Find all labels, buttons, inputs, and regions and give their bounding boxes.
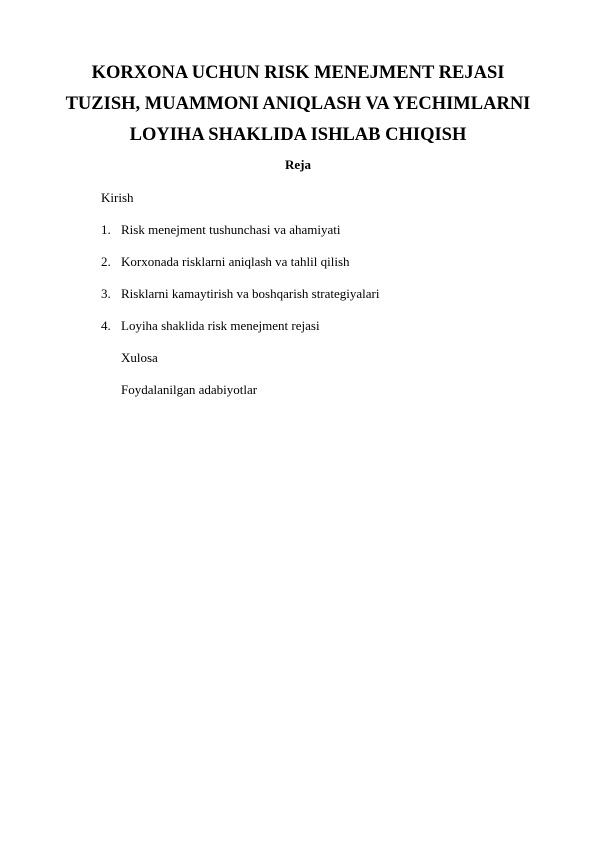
document-title bbox=[60, 58, 536, 151]
plan-heading: Reja bbox=[285, 157, 311, 172]
toc-item-text: Korxonada risklarni aniqlash va tahlil qilish bbox=[121, 254, 350, 269]
toc-conclusion: Xulosa bbox=[121, 350, 158, 365]
toc-references: Foydalanilgan adabiyotlar bbox=[121, 382, 258, 397]
toc-item bbox=[101, 286, 380, 302]
toc-item-number: 1. bbox=[101, 222, 111, 237]
toc-item-number: 3. bbox=[101, 286, 111, 301]
toc-item bbox=[101, 222, 341, 238]
toc-item-text: Risk menejment tushunchasi va ahamiyati bbox=[121, 222, 341, 237]
toc-item-number: 2. bbox=[101, 254, 111, 269]
title-line: LOYIHA SHAKLIDA ISHLAB CHIQISH bbox=[129, 125, 467, 145]
title-line: KORXONA UCHUN RISK MENEJMENT REJASI bbox=[91, 63, 505, 83]
title-line: TUZISH, MUAMMONI ANIQLASH VA YECHIMLARNI bbox=[65, 94, 531, 114]
toc-item-number: 4. bbox=[101, 318, 111, 333]
toc-intro: Kirish bbox=[101, 190, 134, 205]
toc-item-text: Loyiha shaklida risk menejment rejasi bbox=[121, 318, 320, 333]
toc-item bbox=[101, 318, 320, 334]
toc-item bbox=[101, 254, 350, 270]
toc-item-text: Risklarni kamaytirish va boshqarish strategiyalari bbox=[121, 286, 380, 301]
